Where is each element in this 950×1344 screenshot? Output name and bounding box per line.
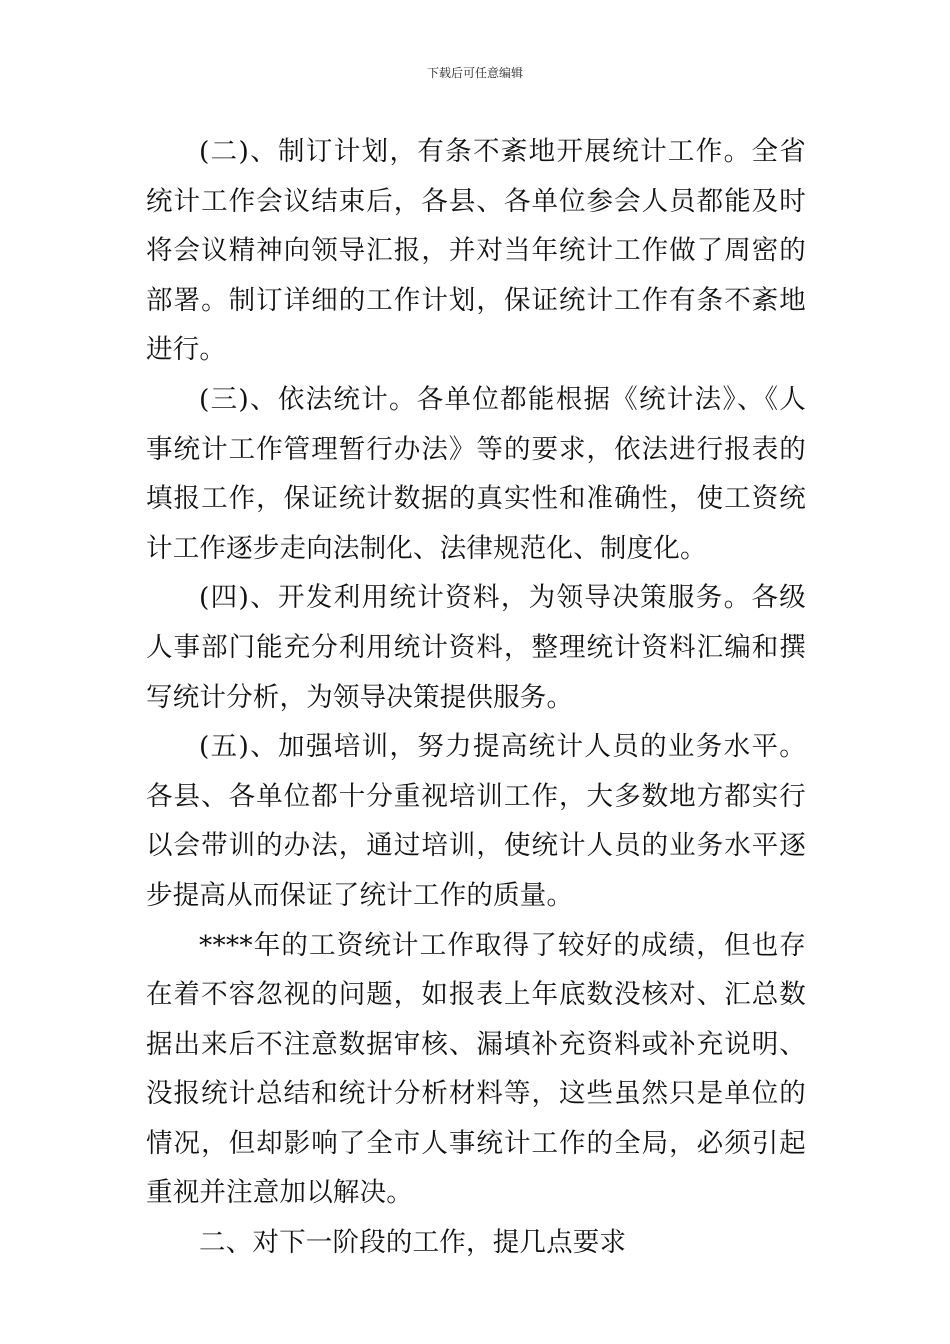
- page-header: 下载后可任意编辑: [426, 66, 523, 80]
- paragraph-section-3: (三)、依法统计。各单位都能根据《统计法》、《人事统计工作管理暂行办法》等的要求，依法进行报表的填报工作，保证统计数据的真实性和准确性，使工资统计工作逐步走向法制化、法律规范化、制度化。: [146, 383, 806, 564]
- paragraph-section-2: (二)、制订计划，有条不紊地开展统计工作。全省统计工作会议结束后，各县、各单位参会人员都能及时将会议精神向领导汇报，并对当年统计工作做了周密的部署。制订详细的工作计划，保证统计工作有条不紊地进行。: [146, 136, 806, 366]
- section-heading-requirements: 二、对下一阶段的工作，提几点要求: [199, 1227, 627, 1259]
- paragraph-section-4: (四)、开发利用统计资料，为领导决策服务。各级人事部门能充分利用统计资料，整理统计资料汇编和撰写统计分析，为领导决策提供服务。: [146, 582, 806, 713]
- document-body: [146, 127, 806, 1268]
- paragraph-section-5: (五)、加强培训，努力提高统计人员的业务水平。各县、各单位都十分重视培训工作，大多数地方都实行以会带训的办法，通过培训，使统计人员的业务水平逐步提高从而保证了统计工作的质量。: [146, 731, 806, 911]
- paragraph-problems: ****年的工资统计工作取得了较好的成绩，但也存在着不容忽视的问题，如报表上年底数没核对、汇总数据出来后不注意数据审核、漏填补充资料或补充说明、没报统计总结和统计分析材料等，这些虽然只是单位的情况，但却影响了全市人事统计工作的全局，必须引起重视并注意加以解决。: [146, 929, 806, 1209]
